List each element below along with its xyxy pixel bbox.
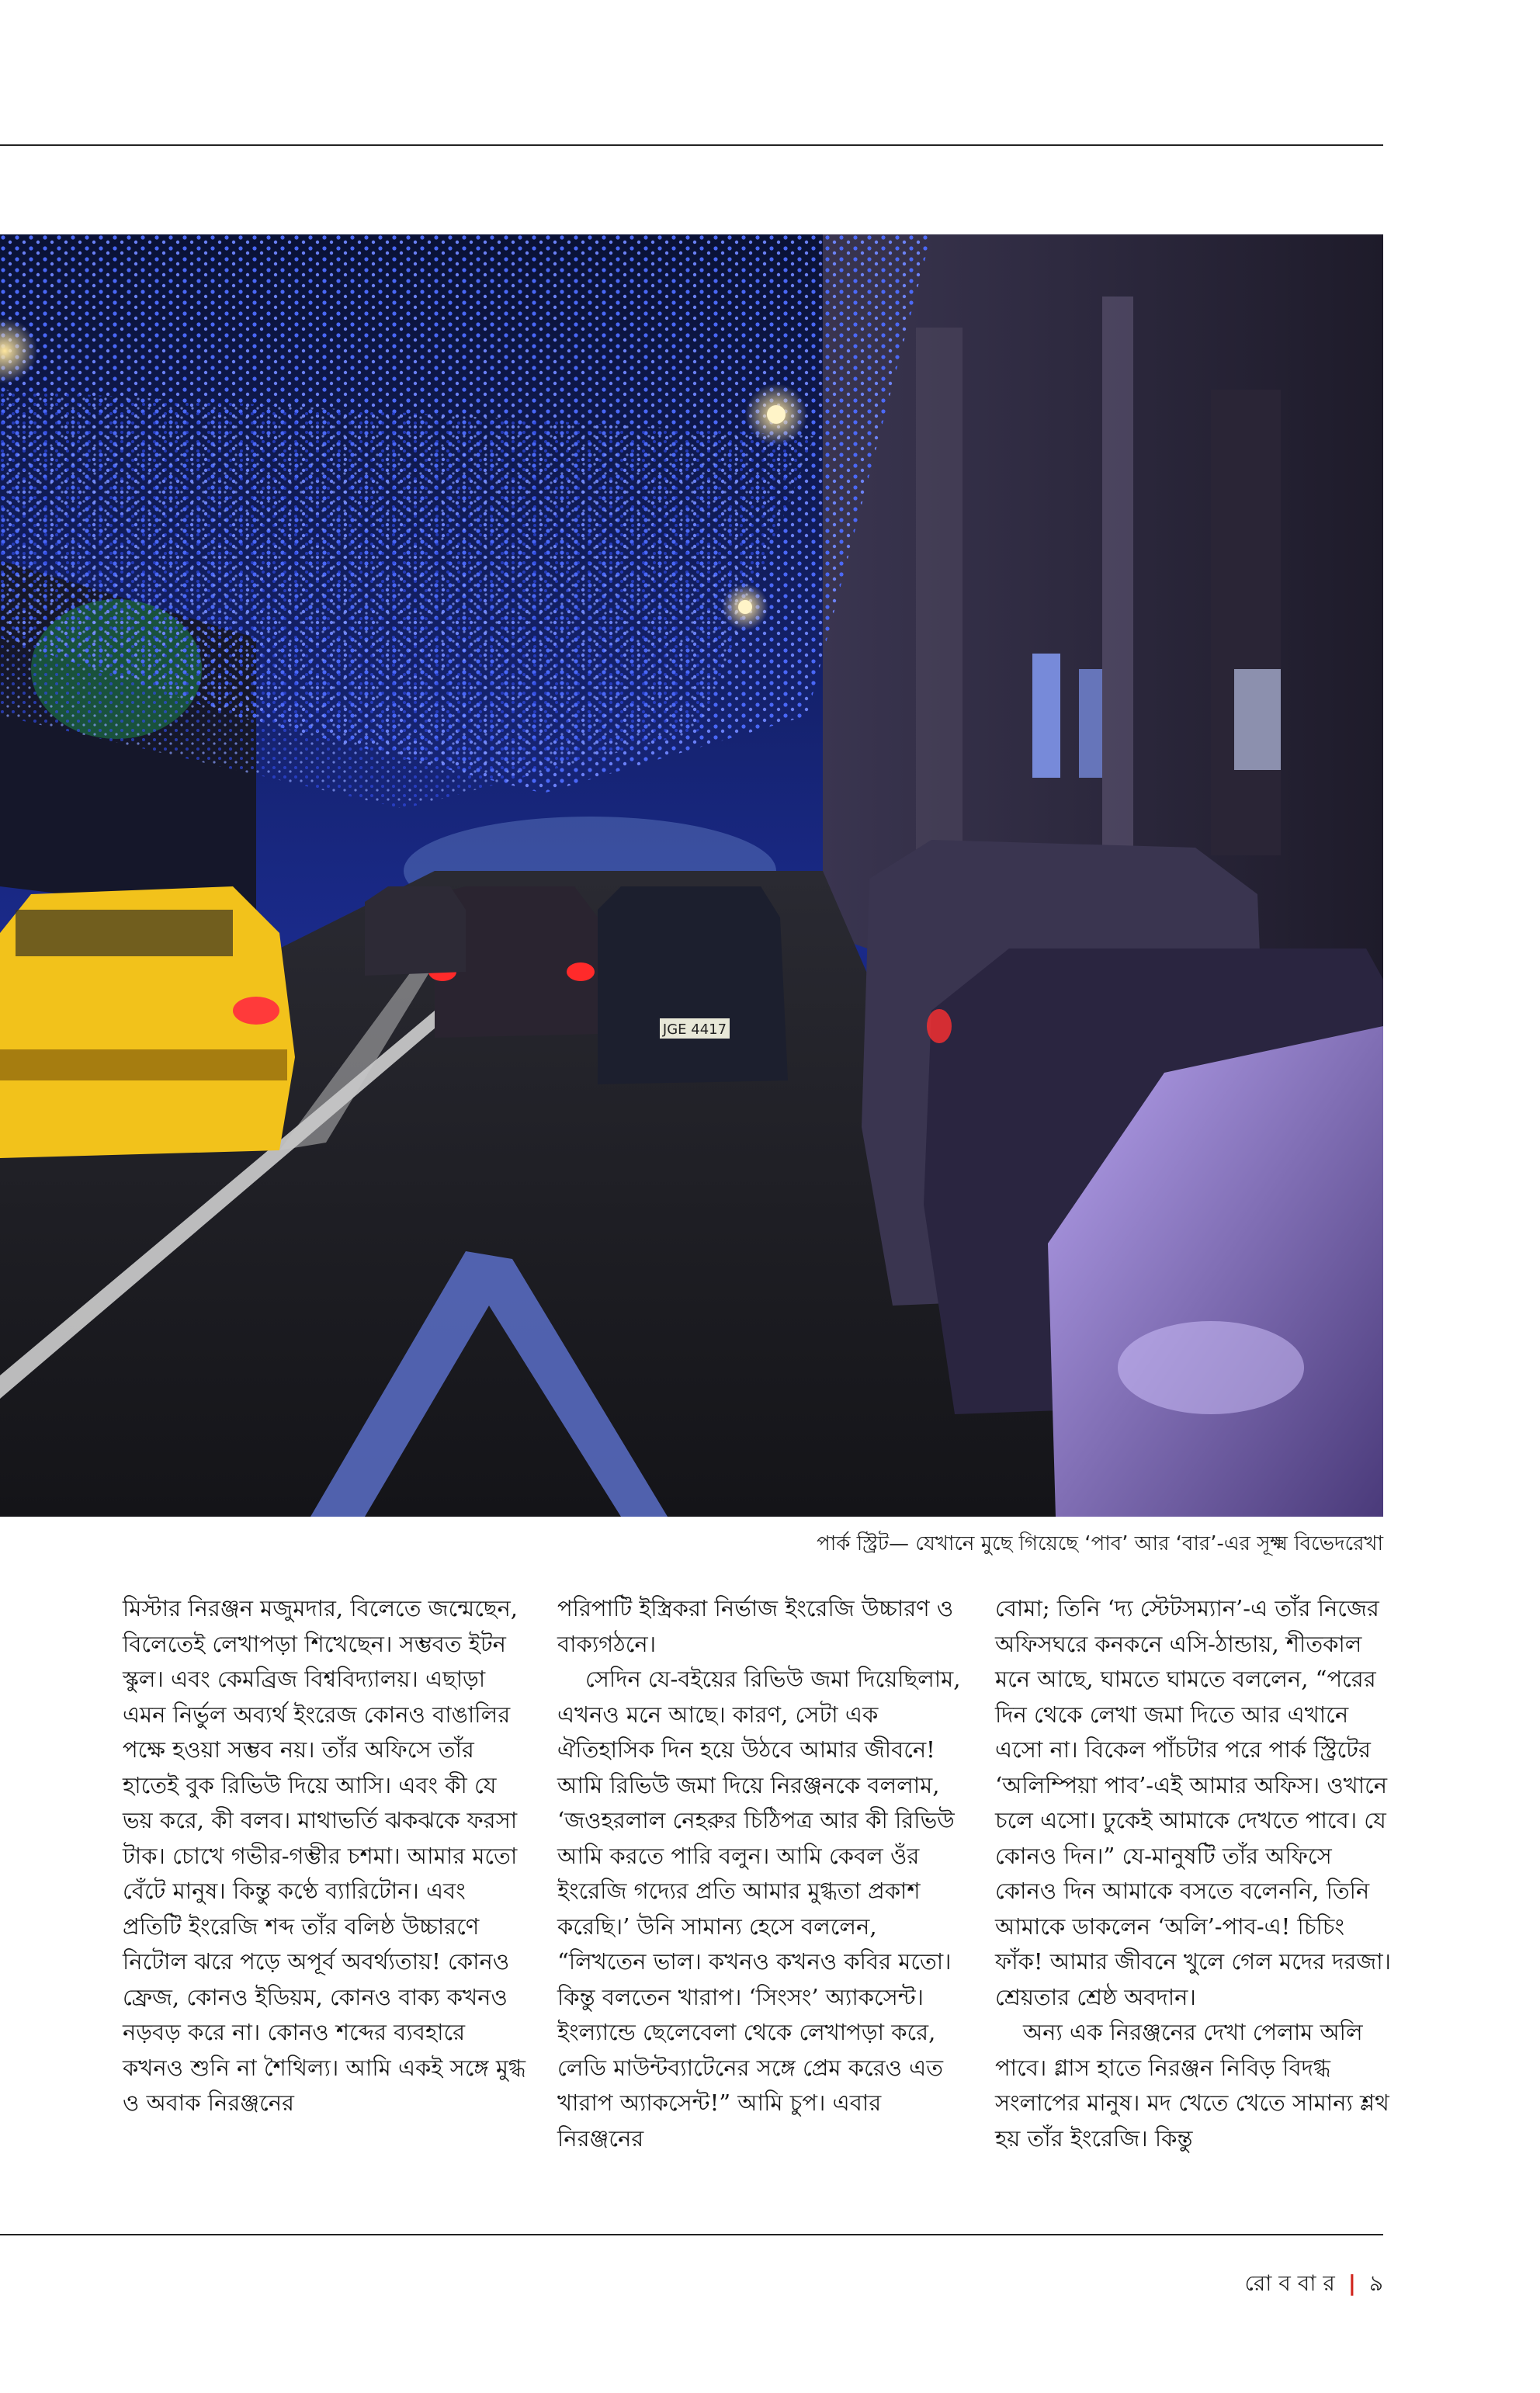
footer-separator: |: [1348, 2270, 1356, 2296]
paragraph: পরিপাটি ইস্ত্রিকরা নির্ভাজ ইংরেজি উচ্চারণ ও বাক্যগঠনে।: [557, 1595, 954, 1657]
article-column-2: [557, 1591, 961, 2156]
top-rule: [0, 144, 1383, 146]
bottom-rule: [0, 2234, 1383, 2235]
magazine-name: রো ব বা র: [1244, 2270, 1335, 2296]
paragraph: বোমা; তিনি ‘দ্য স্টেটসম্যান’-এ তাঁর নিজের অফিসঘরে কনকনে এসি-ঠান্ডায়, শীতকাল মনে আছে, ঘামতে ঘামতে বললেন, “পরের দিন থেকে লেখা জমা দিতে আর এখানে এসো না। বিকেল পাঁচটার পরে পার্ক স্ট্রিটের ‘অলিম্পিয়া পাব’-এই আমার অফিস। ওখানে চলে এসো। ঢুকেই আমাকে দেখতে পাবে। যে কোনও দিন।” যে-মানুষটি তাঁর অফিসে কোনও দিন আমাকে বসতে বলেননি, তিনি আমাকে ডাকলেন ‘অলি’-পাব-এ! চিচিং ফাঁক! আমার জীবনে খুলে গেল মদের দরজা। শ্রেয়তার শ্রেষ্ঠ অবদান।: [995, 1595, 1392, 2010]
page-footer: [1245, 2266, 1384, 2303]
taxi-plate: JGE 4417: [662, 1021, 727, 1038]
paragraph: সেদিন যে-বইয়ের রিভিউ জমা দিয়েছিলাম, এখনও মনে আছে। কারণ, সেটা এক ঐতিহাসিক দিন হয়ে উঠবে আমার জীবনে! আমি রিভিউ জমা দিয়ে নিরঞ্জনকে বললাম, ‘জওহরলাল নেহরুর চিঠিপত্র আর কী রিভিউ আমি করতে পারি বলুন। আমি কেবল ওঁর ইংরেজি গদ্যের প্রতি আমার মুগ্ধতা প্রকাশ করেছি।’ উনি সামান্য হেসে বললেন, “লিখতেন ভাল। কখনও কখনও কবির মতো। কিন্তু বলতেন খারাপ। ‘সিংসং’ অ্যাকসেন্ট। ইংল্যান্ডে ছেলেবেলা থেকে লেখাপড়া করে, লেডি মাউন্টব্যাটেনের সঙ্গে প্রেম করেও এত খারাপ অ্যাকসেন্ট!” আমি চুপ। এবার নিরঞ্জনের: [557, 1666, 961, 2152]
photo-caption: পার্ক স্ট্রিট— যেখানে মুছে গিয়েছে ‘পাব’ আর ‘বার’-এর সূক্ষ্ম বিভেদরেখা: [817, 1532, 1383, 1555]
article-column-3: [995, 1591, 1399, 2156]
street-photo: [0, 234, 1383, 1517]
park-street-night-scene: [0, 234, 1383, 1517]
paragraph: মিস্টার নিরঞ্জন মজুমদার, বিলেতে জন্মেছেন, বিলেতেই লেখাপড়া শিখেছেন। সম্ভবত ইটন স্কুল। এবং কেমব্রিজ বিশ্ববিদ্যালয়। এছাড়া এমন নির্ভুল অব্যর্থ ইংরেজ কোনও বাঙালির পক্ষে হওয়া সম্ভব নয়। তাঁর অফিসে তাঁর হাতেই বুক রিভিউ দিয়ে আসি। এবং কী যে ভয় করে, কী বলব। মাথাভর্তি ঝকঝকে ফরসা টাক। চোখে গভীর-গম্ভীর চশমা। আমার মতো বেঁটে মানুষ। কিন্তু কণ্ঠে ব্যারিটোন। এবং প্রতিটি ইংরেজি শব্দ তাঁর বলিষ্ঠ উচ্চারণে নিটোল ঝরে পড়ে অপূর্ব অবর্থ্যতায়! কোনও ফ্রেজ, কোনও ইডিয়ম, কোনও বাক্য কখনও নড়বড় করে না। কোনও শব্দের ব্যবহারে কখনও শুনি না শৈথিল্য। আমি একই সঙ্গে মুগ্ধ ও অবাক নিরঞ্জনের: [123, 1595, 526, 2116]
article-column-1: [123, 1591, 526, 2121]
page-number: ৯: [1368, 2270, 1383, 2296]
paragraph: অন্য এক নিরঞ্জনের দেখা পেলাম অলি পাবে। গ্লাস হাতে নিরঞ্জন নিবিড় বিদগ্ধ সংলাপের মানুষ। মদ খেতে খেতে সামান্য শ্লথ হয় তাঁর ইংরেজি। কিন্তু: [995, 2019, 1389, 2152]
